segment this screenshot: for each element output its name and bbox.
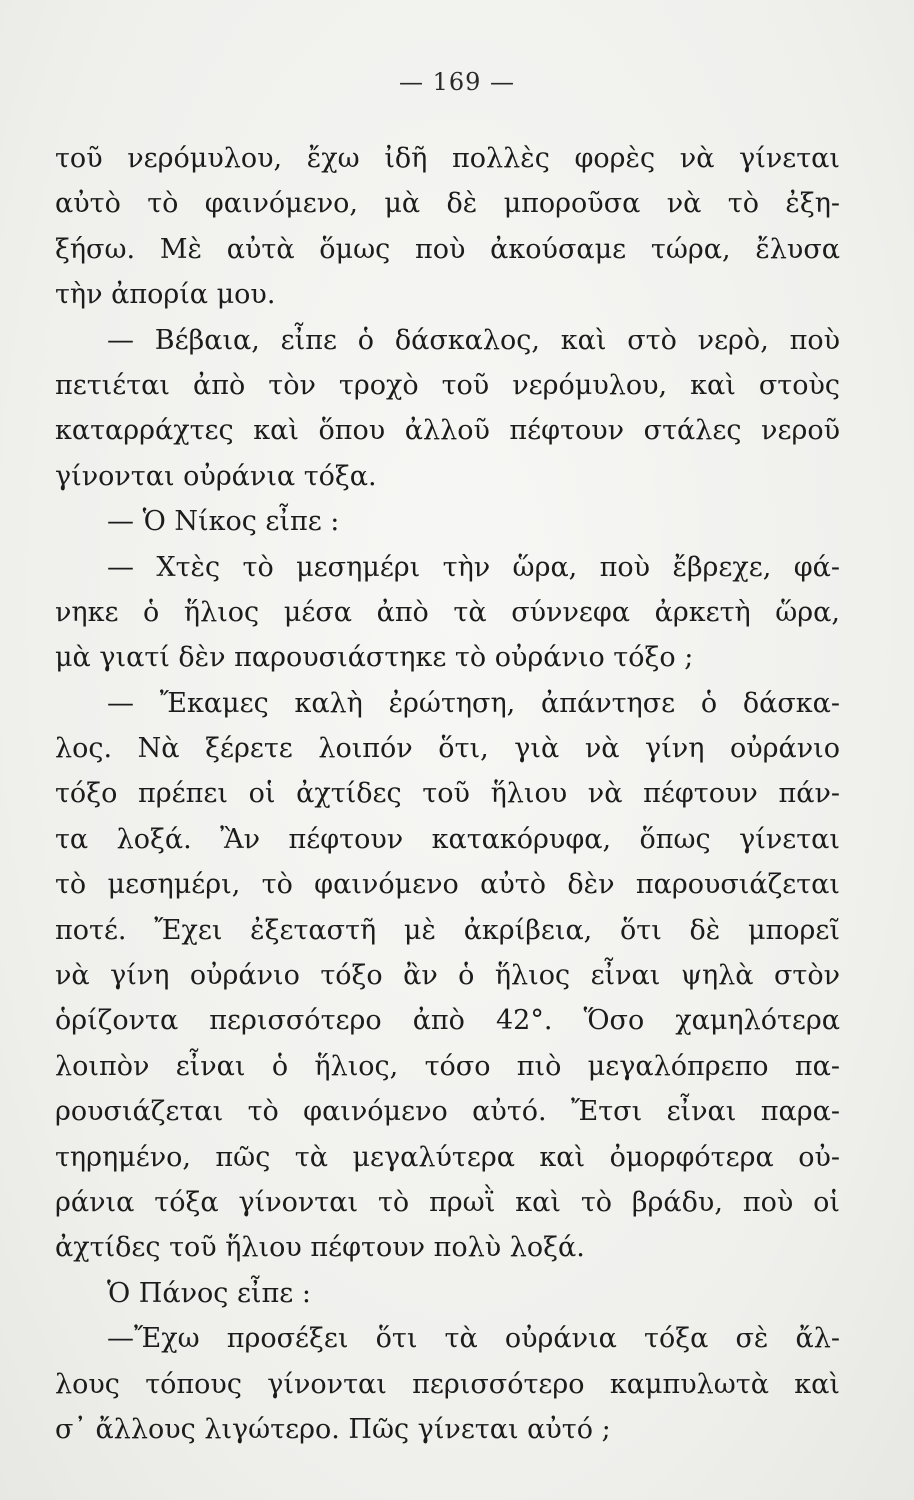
text-line: ρουσιάζεται τὸ φαινόμενο αὐτό. Ἔτσι εἶναι παρα- [55,1096,840,1128]
text-line: — Χτὲς τὸ μεσημέρι τὴν ὥρα, ποὺ ἔβρεχε, φά- [107,551,840,583]
text-line: γίνονται οὐράνια τόξα. [55,460,377,492]
text-line: ξήσω. Μὲ αὐτὰ ὅμως ποὺ ἀκούσαμε τώρα, ἔλυσα [55,233,840,265]
text-line: τὴν ἀπορία μου. [55,279,276,311]
text-line: τηρημένο, πῶς τὰ μεγαλύτερα καὶ ὀμορφότερα οὐ- [55,1141,840,1173]
text-line: τὸ μεσημέρι, τὸ φαινόμενο αὐτὸ δὲν παρουσιάζεται [55,869,840,901]
text-line: ράνια τόξα γίνονται τὸ πρωῒ καὶ τὸ βράδυ, ποὺ οἱ [55,1186,840,1218]
text-line: ὁρίζοντα περισσότερο ἀπὸ 42°. Ὅσο χαμηλότερα [55,1005,840,1037]
page-number: — 169 — [398,68,516,96]
text-line: λοιπὸν εἶναι ὁ ἥλιος, τόσο πιὸ μεγαλόπρεπο πα- [55,1050,840,1082]
text-line: λους τόπους γίνονται περισσότερο καμπυλωτὰ καὶ [55,1368,840,1400]
text-line: νὰ γίνη οὐράνιο τόξο ἂν ὁ ἥλιος εἶναι ψηλὰ στὸν [55,960,840,992]
text-line: καταρράχτες καὶ ὅπου ἀλλοῦ πέφτουν στάλες νεροῦ [55,415,840,447]
text-line: — Βέβαια, εἶπε ὁ δάσκαλος, καὶ στὸ νερὸ, ποὺ [107,324,840,356]
text-line: Ὁ Πάνος εἶπε : [107,1277,311,1309]
text-line: τοῦ νερόμυλου, ἔχω ἰδῆ πολλὲς φορὲς νὰ γίνεται [55,143,840,174]
text-line: ἀχτίδες τοῦ ἥλιου πέφτουν πολὺ λοξά. [55,1232,585,1264]
text-line: νηκε ὁ ἥλιος μέσα ἀπὸ τὰ σύννεφα ἀρκετὴ ὥρα, [55,596,840,628]
text-line: τα λοξά. Ἂν πέφτουν κατακόρυφα, ὅπως γίνεται [55,823,840,855]
text-line: — Ὁ Νίκος εἶπε : [107,506,340,538]
text-line: — Ἔκαμες καλὴ ἐρώτηση, ἀπάντησε ὁ δάσκα- [107,687,840,719]
body-text [55,136,840,1452]
text-line: ποτέ. Ἔχει ἐξεταστῆ μὲ ἀκρίβεια, ὅτι δὲ μπορεῖ [55,914,840,946]
text-line: πετιέται ἀπὸ τὸν τροχὸ τοῦ νερόμυλου, καὶ στοὺς [55,369,840,401]
text-line: μὰ γιατί δὲν παρουσιάστηκε τὸ οὐράνιο τόξο ; [55,642,694,674]
text-line: λος. Νὰ ξέρετε λοιπόν ὅτι, γιὰ νὰ γίνη οὐράνιο [55,733,840,765]
text-line: —Ἔχω προσέξει ὅτι τὰ οὐράνια τόξα σὲ ἄλ- [107,1323,840,1355]
text-line: σ᾿ ἄλλους λιγώτερο. Πῶς γίνεται αὐτό ; [55,1413,611,1445]
text-line: αὐτὸ τὸ φαινόμενο, μὰ δὲ μποροῦσα νὰ τὸ ἐξη- [55,188,840,220]
text-line: τόξο πρέπει οἱ ἀχτίδες τοῦ ἥλιου νὰ πέφτουν πάν- [55,778,840,810]
